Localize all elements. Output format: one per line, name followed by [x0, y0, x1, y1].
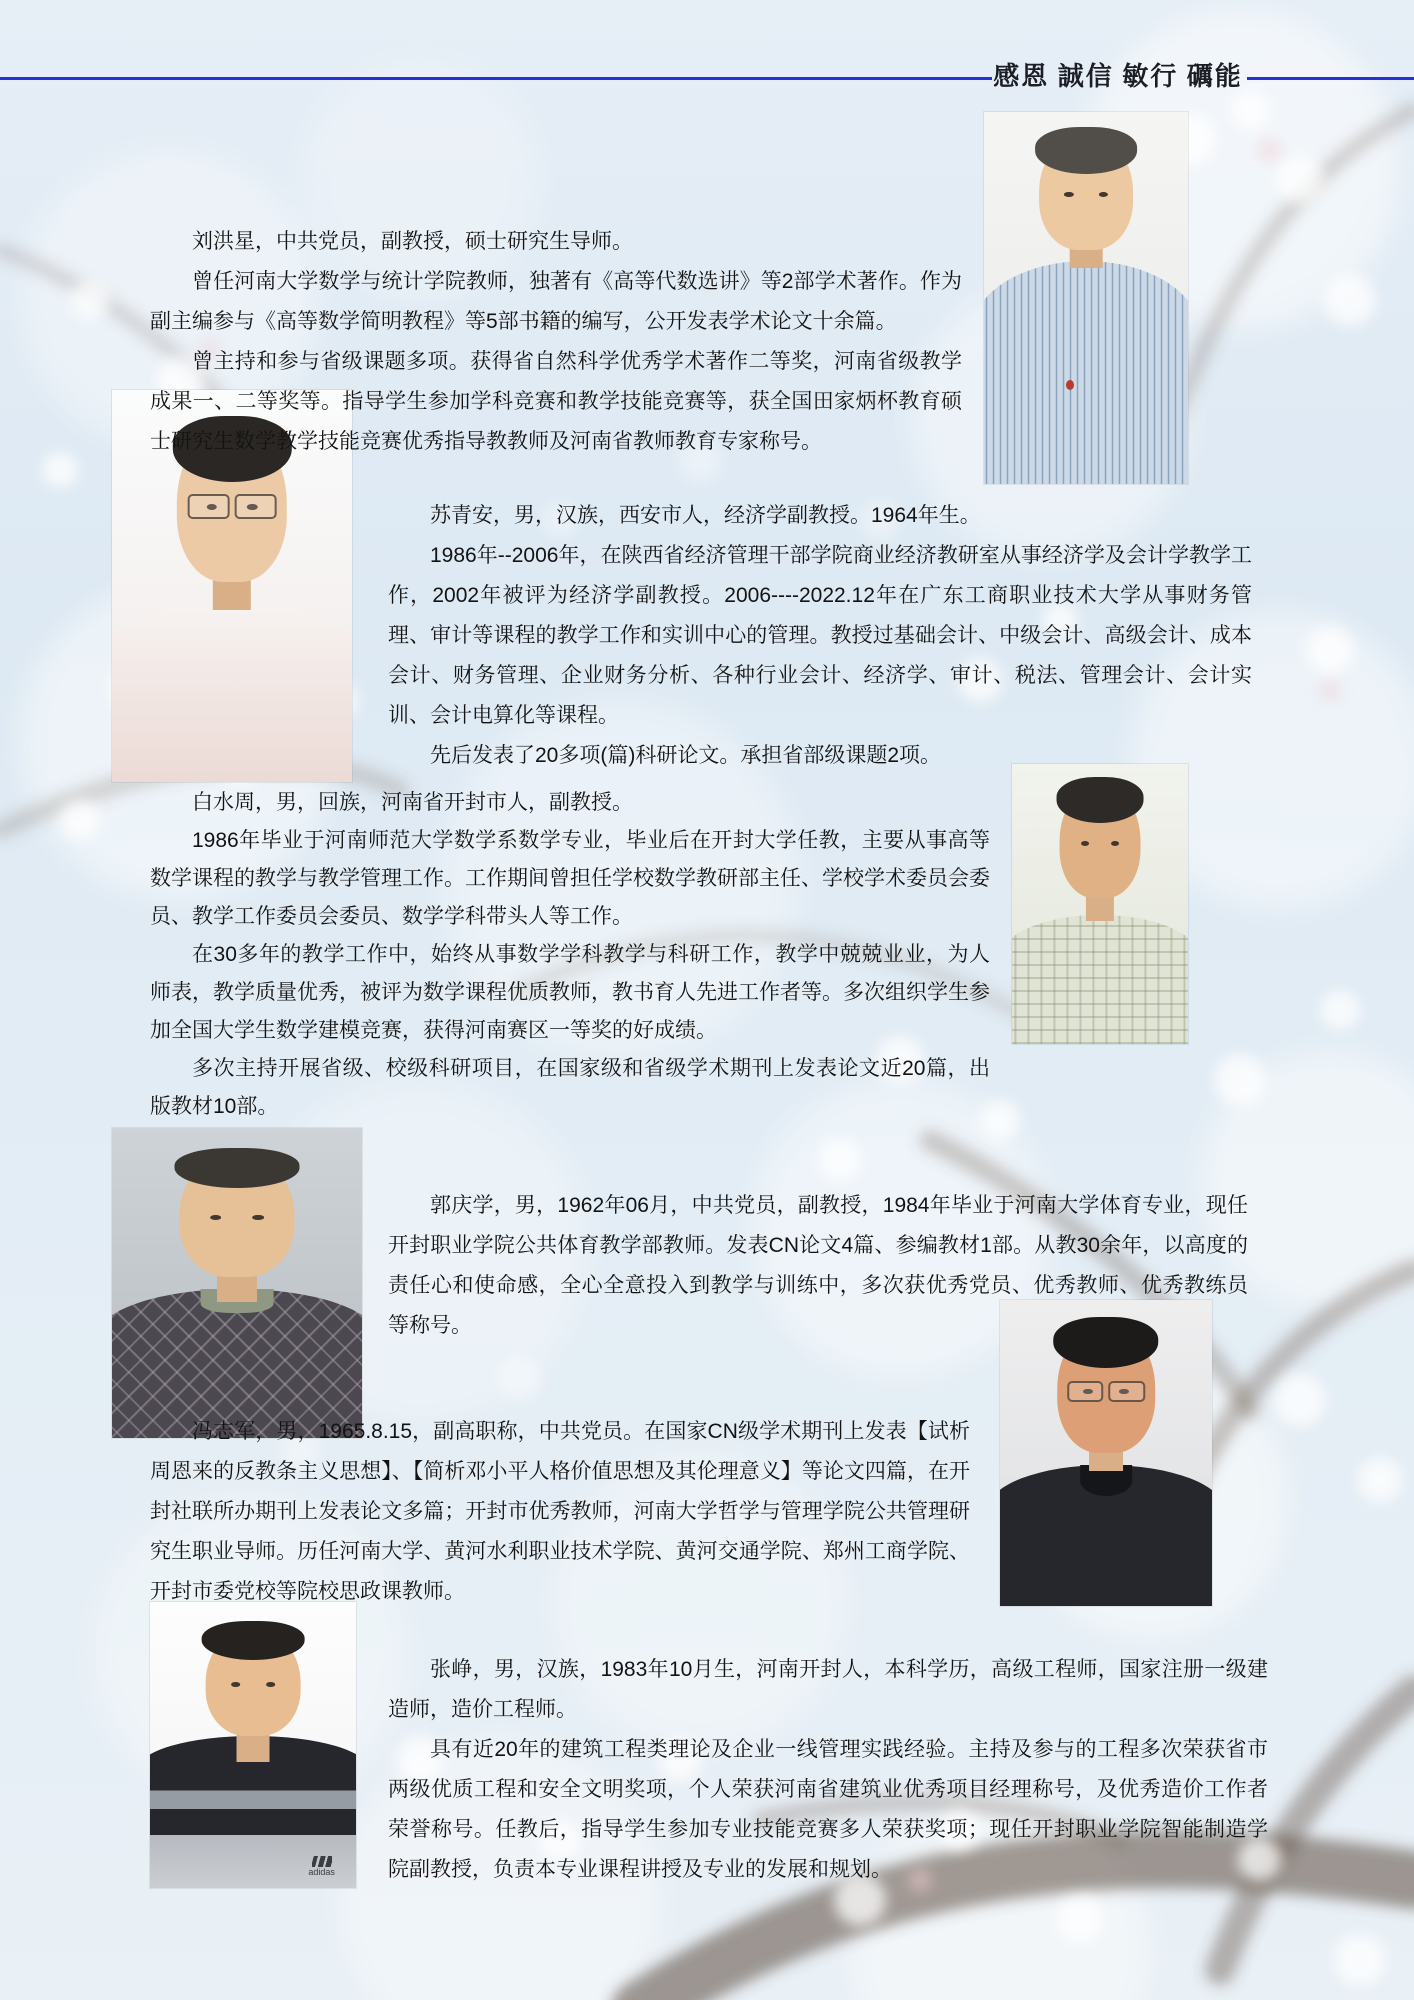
profile-paragraph: 曾任河南大学数学与统计学院教师，独著有《高等代数选讲》等2部学术著作。作为副主编参与《高等数学简明教程》等5部书籍的编写，公开发表学术论文十余篇。	[150, 270, 962, 333]
portrait-jacket	[1000, 1465, 1212, 1606]
portrait-eyes	[226, 1682, 281, 1689]
profile-paragraph: 苏青安，男，汉族，西安市人，经济学副教授。1964年生。	[430, 504, 981, 527]
profile-text-zhang-zheng	[388, 1650, 1268, 1890]
portrait-head	[1060, 784, 1141, 899]
portrait-hair	[1056, 777, 1143, 823]
adidas-logo	[300, 1856, 344, 1877]
profile-paragraph: 先后发表了20多项(篇)科研论文。承担省部级课题2项。	[430, 744, 942, 767]
portrait-shirt	[112, 602, 352, 782]
profile-paragraph: 冯志军，男，1965.8.15，副高职称，中共党员。在国家CN级学术期刊上发表【试析周恩来的反教条主义思想】、【简析邓小平人格价值思想及其伦理意义】等论文四篇，在开封社联所办期刊上发表论文多篇；开封市优秀教师，河南大学哲学与管理学院公共管理研究生职业导师。历任河南大学、黄河水利职业技术学院、黄河交通学院、郑州工商学院、开封市委党校等院校思政课教师。	[150, 1420, 970, 1603]
profile-text-su-qingan	[388, 496, 1252, 776]
profile-text-guo-qingxue	[388, 1186, 1248, 1346]
header-rule-left	[0, 77, 992, 80]
portrait-hair	[1035, 127, 1136, 173]
photo-bai-shuizhou	[1012, 764, 1188, 1044]
profile-text-feng-zhijun	[150, 1412, 970, 1612]
profile-text-bai-shuizhou	[150, 784, 990, 1126]
portrait-eyes	[1077, 841, 1124, 848]
adidas-wordmark: adidas	[308, 1866, 335, 1877]
portrait-eyes	[204, 1215, 271, 1222]
photo-guo-qingxue	[112, 1128, 362, 1438]
profile-paragraph: 刘洪星，中共党员，副教授，硕士研究生导师。	[192, 230, 633, 253]
profile-paragraph: 1986年--2006年，在陕西省经济管理干部学院商业经济教研室从事经济学及会计学教学工作，2002年被评为经济学副教授。2006----2022.12年在广东工商职业技术大学从事财务管理、审计等课程的教学工作和实训中心的管理。教授过基础会计、中级会计、高级会计、成本会计、财务管理、企业财务分析、各种行业会计、经济学、审计、税法、管理会计、会计实训、会计电算化等课程。	[388, 544, 1252, 727]
portrait-head	[1039, 134, 1133, 249]
glasses-icon	[1067, 1381, 1145, 1402]
profile-paragraph: 在30多年的教学工作中，始终从事数学学科教学与科研工作，教学中兢兢业业，为人师表，教学质量优秀，被评为数学课程优质教师，教书育人先进工作者等。多次组织学生参加全国大学生数学建模竞赛，获得河南赛区一等奖的好成绩。	[150, 943, 990, 1042]
portrait-head	[206, 1628, 301, 1737]
page-motto: 感恩 誠信 敏行 礪能	[993, 62, 1243, 91]
header-rule-right	[1247, 77, 1414, 80]
photo-liu-hongxing	[984, 112, 1188, 484]
profile-paragraph: 多次主持开展省级、校级科研项目，在国家级和省级学术期刊上发表论文近20篇，出版教材10部。	[150, 1057, 990, 1118]
profile-paragraph: 1986年毕业于河南师范大学数学系数学专业，毕业后在开封大学任教，主要从事高等数学课程的教学与教学管理工作。工作期间曾担任学校数学教研部主任、学校学术委员会委员、教学工作委员会委员、数学学科带头人等工作。	[150, 829, 990, 928]
profile-paragraph: 张峥，男，汉族，1983年10月生，河南开封人，本科学历，高级工程师，国家注册一级建造师，造价工程师。	[388, 1658, 1268, 1721]
portrait-eyes	[1059, 192, 1113, 199]
portrait-head	[180, 1153, 295, 1277]
profile-paragraph: 白水周，男，回族，河南省开封市人，副教授。	[192, 791, 633, 814]
portrait-shirt	[984, 261, 1188, 484]
profile-paragraph: 具有近20年的建筑工程类理论及企业一线管理实践经验。主持及参与的工程多次荣获省市两级优质工程和安全文明奖项，个人荣获河南省建筑业优秀项目经理称号，及优秀造价工作者荣誉称号。任教后，指导学生参加专业技能竞赛多人荣获奖项；现任开封职业学院智能制造学院副教授，负责本专业课程讲授及专业的发展和规划。	[388, 1738, 1268, 1881]
profile-paragraph: 郭庆学，男，1962年06月，中共党员，副教授，1984年毕业于河南大学体育专业，现任开封职业学院公共体育教学部教师。发表CN论文4篇、参编教材1部。从教30余年，以高度的责任心和使命感，全心全意投入到教学与训练中，多次获优秀党员、优秀教师、优秀教练员等称号。	[388, 1194, 1248, 1337]
lapel-pin	[1066, 380, 1074, 390]
photo-zhang-zheng	[150, 1602, 356, 1888]
portrait-hair	[202, 1621, 304, 1660]
portrait-hair	[175, 1148, 299, 1188]
profile-paragraph: 曾主持和参与省级课题多项。获得省自然科学优秀学术著作二等奖，河南省级教学成果一、二等奖等。指导学生参加学科竞赛和教学技能竞赛等，获全国田家炳杯教育硕士研究生数学教学技能竞赛优秀指导教教师及河南省教师教育专家称号。	[150, 350, 962, 453]
glasses-icon	[188, 494, 276, 519]
portrait-shirt	[1012, 915, 1188, 1044]
profile-text-liu-hongxing	[150, 222, 962, 462]
adidas-bars-icon	[312, 1856, 332, 1867]
